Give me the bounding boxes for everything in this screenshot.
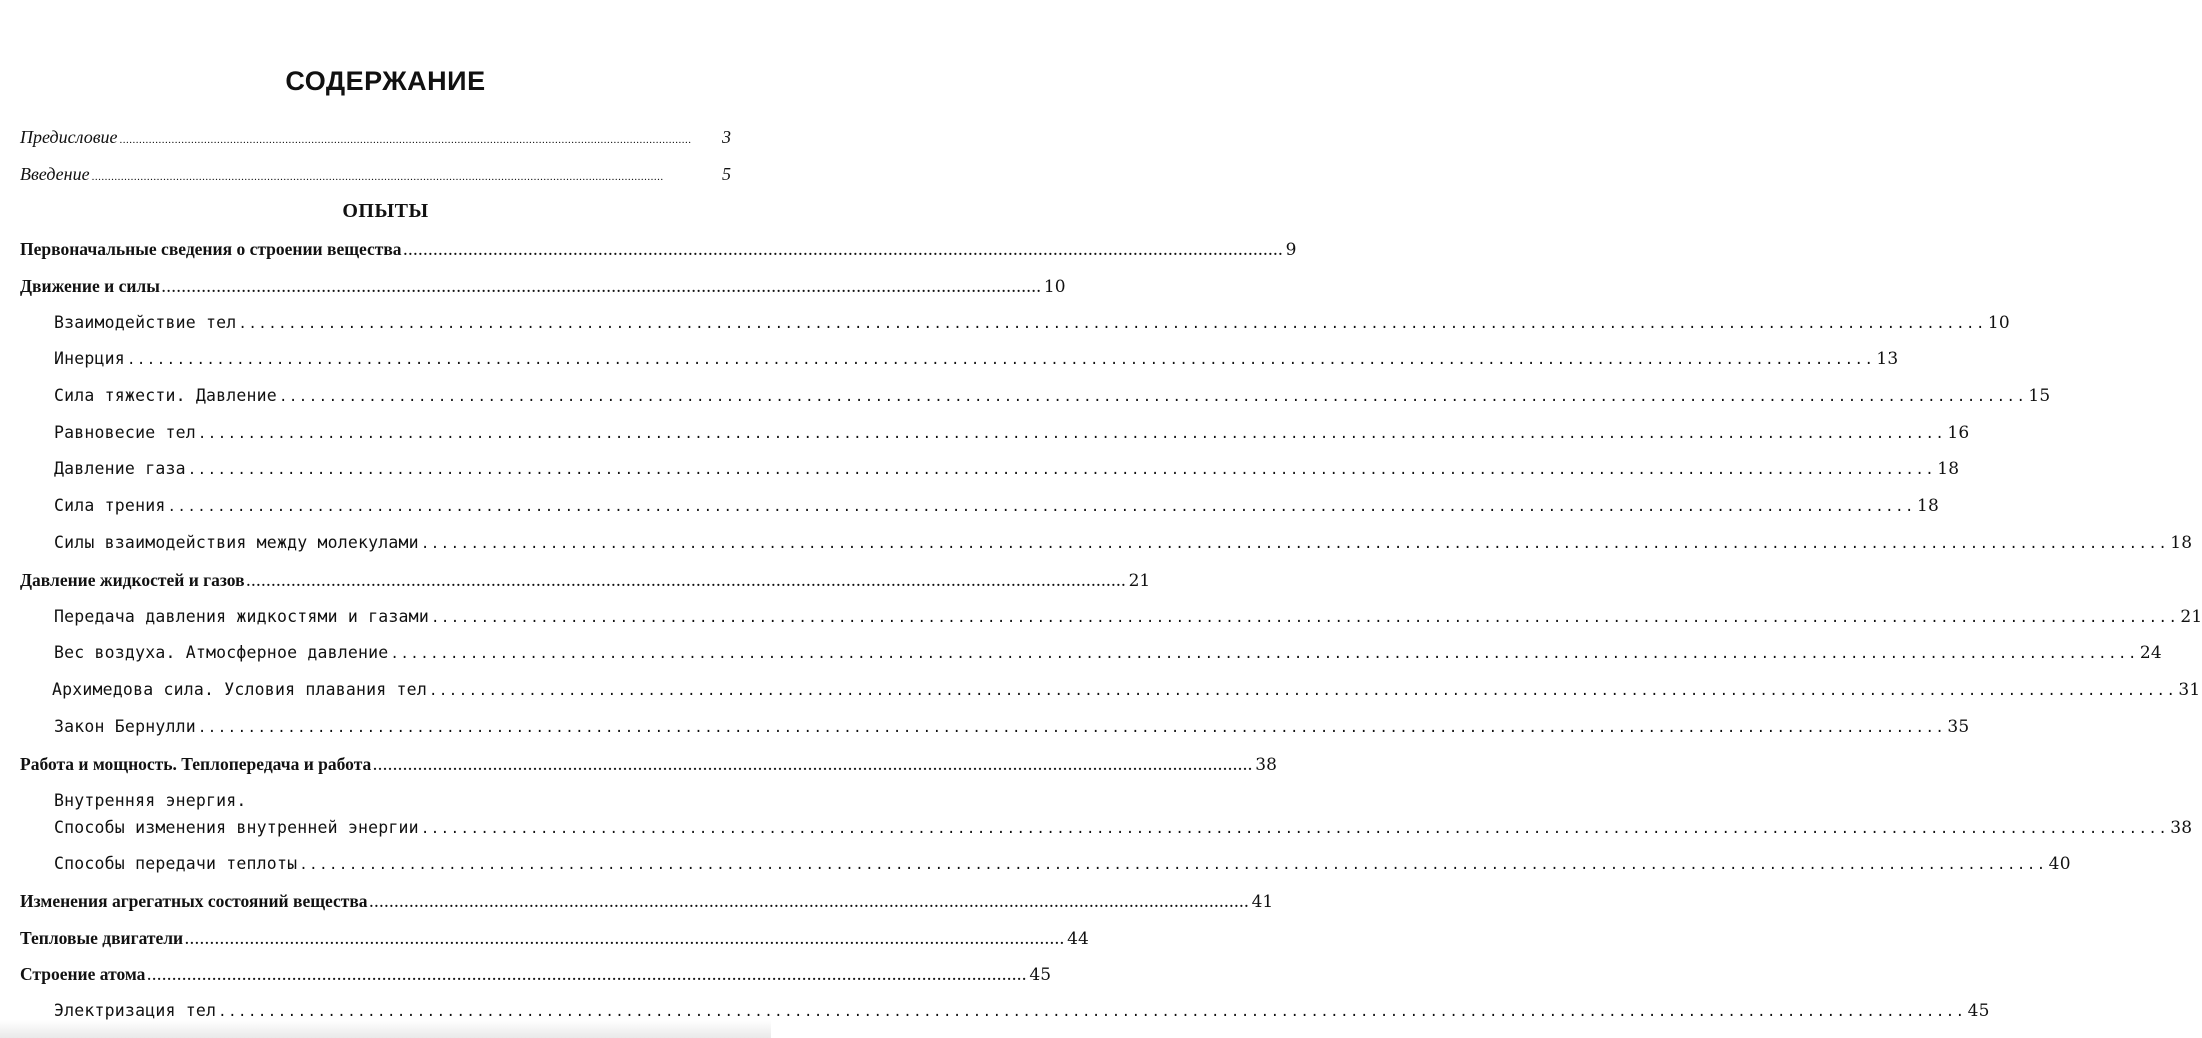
toc-page-number: 16 <box>1947 423 1970 443</box>
toc-subsection <box>54 346 1899 372</box>
dot-leader: ................................................................................................................................................................................ <box>428 683 2177 699</box>
toc-entry-introduction <box>20 161 731 187</box>
dot-leader: ................................................................................................................................................................................ <box>420 821 2169 837</box>
toc-page-number: 38 <box>1255 755 1277 775</box>
toc-subsection <box>54 815 2193 841</box>
toc-page-number: 10 <box>1987 313 2010 333</box>
toc-page-number: 9 <box>1285 240 1297 260</box>
toc-page-number: 21 <box>1128 571 1151 591</box>
toc-entry-label: Введение <box>20 164 90 184</box>
toc-chapter <box>20 925 1089 951</box>
toc-page-number: 38 <box>2170 818 2193 838</box>
toc-entry-label: Способы изменения внутренней энергии <box>54 818 419 837</box>
toc-chapter <box>20 236 1297 262</box>
toc-entry-label: Взаимодействие тел <box>54 313 237 332</box>
dot-leader: ................................................................................................................................................................................ <box>369 896 1250 911</box>
toc-subsection <box>54 420 1970 446</box>
dot-leader: ................................................................................................................................................................................ <box>161 281 1042 296</box>
page-title: СОДЕРЖАНИЕ <box>285 66 486 96</box>
toc-page-number: 3 <box>722 127 731 147</box>
dot-leader: ................................................................................................................................................................................ <box>430 610 2179 626</box>
toc-entry-label: Давление жидкостей и газов <box>20 570 245 590</box>
toc-entry-label: Способы передачи теплоты <box>54 854 298 873</box>
toc-entry-label: Первоначальные сведения о строении вещества <box>20 239 402 259</box>
toc-entry-label: Давление газа <box>54 459 186 478</box>
dot-leader: ................................................................................................................................................................................ <box>147 969 1028 984</box>
toc-page-number: 31 <box>2178 680 2201 700</box>
toc-subsection <box>54 310 2010 336</box>
section-title: ОПЫТЫ <box>342 200 429 222</box>
toc-subsection <box>54 530 2193 556</box>
toc-entry-label: Сила тяжести. Давление <box>54 386 277 405</box>
toc-page-number: 41 <box>1251 892 1274 912</box>
toc-entry-preface <box>20 124 731 150</box>
dot-leader: ................................................................................................................................................................................ <box>185 933 1066 948</box>
dot-leader: ................................................................................................................................................................................ <box>218 1004 1966 1020</box>
dot-leader: ................................................................................................................................................................................ <box>197 720 1946 736</box>
dot-leader: ................................................................................................................................................................................ <box>420 536 2169 552</box>
toc-page-number: 21 <box>2180 607 2202 627</box>
toc-entry-label: Сила трения <box>54 496 166 515</box>
toc-page-number: 15 <box>2028 386 2051 406</box>
toc-entry-label: Предисловие <box>20 127 118 147</box>
dot-leader: ................................................................................................................................................................................ <box>119 134 692 146</box>
dot-leader: ................................................................................................................................................................................ <box>246 575 1127 590</box>
toc-page-number: 40 <box>2048 854 2071 874</box>
toc-page-number: 18 <box>1916 496 1939 516</box>
dot-leader: ................................................................................................................................................................................ <box>187 462 1936 478</box>
toc-page-number: 5 <box>722 164 731 184</box>
toc-page-number: 35 <box>1947 717 1970 737</box>
dot-leader: ................................................................................................................................................................................ <box>299 857 2047 873</box>
toc-subsection <box>54 604 2202 630</box>
toc-chapter <box>20 567 1151 593</box>
toc-subsection <box>54 714 1970 740</box>
toc-chapter <box>20 961 1052 987</box>
toc-entry-label: Строение атома <box>20 964 146 984</box>
toc-entry-label: Архимедова сила. Условия плавания тел <box>52 680 427 699</box>
toc-subsection <box>54 493 1939 519</box>
dot-leader: ................................................................................................................................................................................ <box>126 352 1875 368</box>
toc-page-number: 18 <box>1937 459 1960 479</box>
toc-entry-label: Движение и силы <box>20 276 160 296</box>
toc-page-number: 45 <box>1967 1001 1990 1021</box>
toc-entry-label: Равновесие тел <box>54 423 196 442</box>
dot-leader: ................................................................................................................................................................................ <box>403 244 1284 259</box>
toc-page-number: 24 <box>2139 643 2162 663</box>
toc-page-number: 44 <box>1067 929 1089 949</box>
toc-subsection <box>54 640 2162 666</box>
toc-subsection <box>52 677 2201 703</box>
toc-chapter <box>20 273 1066 299</box>
toc-entry-label: Закон Бернулли <box>54 717 196 736</box>
dot-leader: ................................................................................................................................................................................ <box>197 426 1946 442</box>
dot-leader: ................................................................................................................................................................................ <box>373 759 1254 774</box>
toc-page-number: 18 <box>2170 533 2193 553</box>
dot-leader: ................................................................................................................................................................................ <box>238 316 1986 332</box>
toc-entry-label: Передача давления жидкостями и газами <box>54 607 429 626</box>
toc-chapter <box>20 751 1277 777</box>
dot-leader: ................................................................................................................................................................................ <box>278 389 2027 405</box>
toc-entry-label: Инерция <box>54 349 125 368</box>
toc-entry-label: Вес воздуха. Атмосферное давление <box>54 643 389 662</box>
dot-leader: ................................................................................................................................................................................ <box>167 499 1915 515</box>
toc-entry-label: Тепловые двигатели <box>20 928 184 948</box>
toc-subsection <box>54 383 2051 409</box>
dot-leader: ................................................................................................................................................................................ <box>390 646 2138 662</box>
toc-page-number: 13 <box>1876 349 1899 369</box>
toc-subsection <box>54 456 1960 482</box>
dot-leader: ................................................................................................................................................................................ <box>91 171 664 183</box>
toc-subsection <box>54 851 2071 877</box>
toc-entry-label: Изменения агрегатных состояний вещества <box>20 891 368 911</box>
toc-page-number: 45 <box>1029 965 1052 985</box>
toc-entry-label: Силы взаимодействия между молекулами <box>54 533 419 552</box>
page-bottom-shadow <box>0 1020 771 1038</box>
toc-page-number: 10 <box>1043 277 1066 297</box>
toc-entry-label: Работа и мощность. Теплопередача и работа <box>20 754 372 774</box>
toc-chapter <box>20 888 1274 914</box>
toc-entry-label-line1: Внутренняя энергия. <box>54 791 247 810</box>
toc-entry-label: Электризация тел <box>54 1001 217 1020</box>
